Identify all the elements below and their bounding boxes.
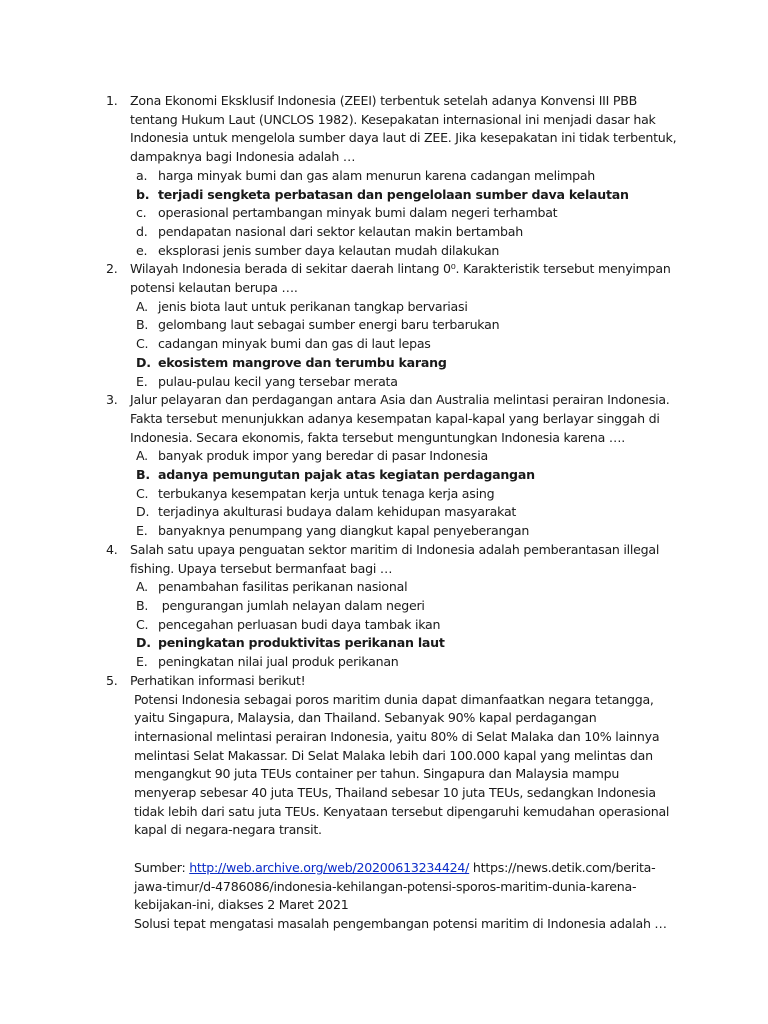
option-a [130,167,678,186]
option-c [130,204,678,223]
blank-line [134,840,678,859]
document-page [0,92,768,934]
option-text: penambahan fasilitas perikanan nasional [158,579,408,595]
option-letter: e. [136,242,148,258]
option-text: terjadinya akulturasi budaya dalam kehidupan masyarakat [158,504,517,520]
option-letter: E. [136,373,148,389]
option-letter: D. [136,354,151,370]
question-4 [0,541,768,672]
option-text: gelombang laut sebagai sumber energi baru terbarukan [158,317,500,333]
option-text: operasional pertambangan minyak bumi dalam negeri terhambat [158,205,558,221]
question-number: 1. [106,93,118,108]
option-letter: A. [136,448,148,464]
option-e [130,373,678,392]
option-e [130,522,678,541]
option-b [130,597,678,616]
question-number: 4. [106,541,118,557]
option-d-answer [130,634,678,653]
question-stem: Salah satu upaya penguatan sektor maritim di Indonesia adalah pemberantasan illegal fishing. Upaya tersebut bermanfaat bagi … [130,541,660,576]
info-passage [130,691,678,934]
option-text: banyaknya penumpang yang diangkut kapal penyeberangan [158,523,530,539]
option-letter: D. [136,635,151,651]
option-text: adanya pemungutan pajak atas kegiatan perdagangan [158,467,535,483]
option-a [130,447,678,466]
option-text: pencegahan perluasan budi daya tambak ikan [158,616,441,632]
question-prompt: Solusi tepat mengatasi masalah pengembangan potensi maritim di Indonesia adalah … [134,915,667,931]
question-3 [0,391,768,541]
source-rest: https://news.detik.com/berita-jawa-timur/d-4786086/indonesia-kehilangan-potensi-sporos-maritim-dunia-karena-kebijakan-ini, diakses 2 Maret 2021 [134,859,656,913]
option-b-answer [130,466,678,485]
source-label: Sumber: [134,859,190,875]
question-number: 2. [106,261,118,277]
question-stem: Zona Ekonomi Eksklusif Indonesia (ZEEI) terbentuk setelah adanya Konvensi III PBB tentang Hukum Laut (UNCLOS 1982). Kesepakatan internasional ini menjadi dasar hak Indonesia untuk mengelola sumber daya laut di ZEE. Jika kesepakatan ini tidak terbentuk, dampaknya bagi Indonesia adalah … [130,93,677,165]
option-letter: C. [136,616,149,632]
option-text: peningkatan nilai jual produk perikanan [158,654,399,670]
option-c [130,335,678,354]
option-text: banyak produk impor yang beredar di pasar Indonesia [158,448,488,464]
option-text: pendapatan nasional dari sektor kelautan makin bertambah [158,223,523,239]
option-text: terbukanya kesempatan kerja untuk tenaga kerja asing [158,485,495,501]
option-text: ekosistem mangrove dan terumbu karang [158,354,447,370]
option-text: terjadi sengketa perbatasan dan pengelolaan sumber dava kelautan [158,186,629,202]
option-text: pulau-pulau kecil yang tersebar merata [158,373,398,389]
question-5 [0,672,768,934]
question-number: 3. [106,392,118,408]
option-letter: C. [136,336,149,352]
option-a [130,298,678,317]
source-citation [134,859,678,915]
option-letter: c. [136,205,147,221]
question-stem: Perhatikan informasi berikut! [130,672,306,688]
question-stem: Jalur pelayaran dan perdagangan antara Asia dan Australia melintasi perairan Indonesia. Fakta tersebut menunjukkan adanya kesempatan kapal-kapal yang berlayar singgah di Indonesia. Secara ekonomis, fakta tersebut menguntungkan Indonesia karena …. [130,392,670,445]
question-number: 5. [106,672,118,688]
option-d [130,223,678,242]
option-letter: D. [136,504,150,520]
option-letter: a. [136,167,148,183]
option-e [130,653,678,672]
question-1 [0,92,768,260]
option-letter: E. [136,523,148,539]
option-text: peningkatan produktivitas perikanan laut [158,635,445,651]
option-letter: d. [136,223,148,239]
question-2 [0,260,768,391]
option-c [130,485,678,504]
option-text: cadangan minyak bumi dan gas di laut lepas [158,336,431,352]
option-text: pengurangan jumlah nelayan dalam negeri [158,597,425,613]
option-letter: B. [136,317,149,333]
option-b [130,316,678,335]
option-letter: B. [136,467,150,483]
passage-text: Potensi Indonesia sebagai poros maritim dunia dapat dimanfaatkan negara tetangga, yaitu Singapura, Malaysia, dan Thailand. Sebanyak 90% kapal perdagangan internasional melintasi perairan Indonesia, yaitu 80% di Selat Malaka dan 10% lainnya melintasi Selat Makassar. Di Selat Malaka lebih dari 100.000 kapal yang melintas dan mengangkut 90 juta TEUs container per tahun. Singapura dan Malaysia mampu menyerap sebesar 40 juta TEUs, Thailand sebesar 10 juta TEUs, sedangkan Indonesia tidak lebih dari satu juta TEUs. Kenyataan tersebut dipengaruhi kemudahan operasional kapal di negara-negara transit. [134,691,670,838]
option-letter: A. [136,579,148,595]
question-stem: Wilayah Indonesia berada di sekitar daerah lintang 0⁰. Karakteristik tersebut menyimpan potensi kelautan berupa …. [130,261,671,296]
option-letter: B. [136,597,149,613]
option-letter: A. [136,298,148,314]
option-e [130,242,678,261]
source-link[interactable]: http://web.archive.org/web/20200613234424/ [189,859,470,875]
option-d [130,503,678,522]
option-text: jenis biota laut untuk perikanan tangkap bervariasi [158,298,468,314]
option-b-answer [130,186,678,205]
option-letter: C. [136,485,149,501]
option-c [130,616,678,635]
option-letter: E. [136,654,148,670]
option-a [130,578,678,597]
option-d-answer [130,354,678,373]
option-text: eksplorasi jenis sumber daya kelautan mudah dilakukan [158,242,500,258]
option-text: harga minyak bumi dan gas alam menurun karena cadangan melimpah [158,167,596,183]
option-letter: b. [136,186,150,202]
